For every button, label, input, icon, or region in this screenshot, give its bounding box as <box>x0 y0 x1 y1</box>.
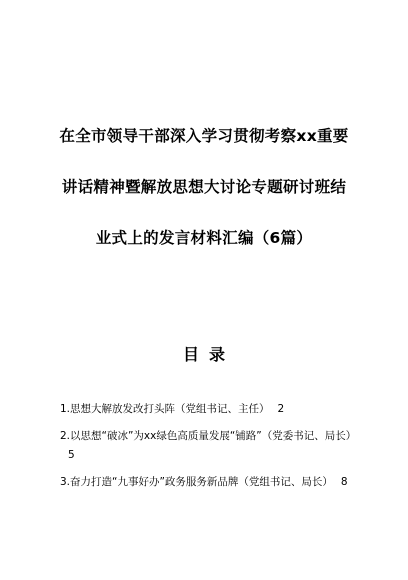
toc-item-title: 1.思想大解放发改打头阵（党组书记、主任） <box>60 403 270 415</box>
toc-item-3[interactable] <box>60 473 360 492</box>
toc-item-2[interactable] <box>60 427 360 465</box>
toc-item-1[interactable] <box>60 400 360 419</box>
table-of-contents <box>60 400 360 500</box>
toc-item-page-number: 2 <box>277 403 285 415</box>
toc-item-page-number: 5 <box>68 449 75 461</box>
toc-item-title: 2.以思想“破冰”为xx绿色高质量发展“铺路”（党委书记、局长） <box>60 430 357 442</box>
toc-heading: 目录 <box>182 345 235 364</box>
document-title-line-1: 在全市领导干部深入学习贯彻考察xx重要 <box>59 127 349 145</box>
document-title-line-2: 讲话精神暨解放思想大讨论专题研讨班结 <box>61 178 347 196</box>
document-title-line-3: 业式上的发言材料汇编（6篇） <box>95 229 313 247</box>
toc-item-page-number: 8 <box>340 476 348 488</box>
toc-item-title: 3.奋力打造“九事好办”政务服务新品牌（党组书记、局长） <box>60 476 333 488</box>
